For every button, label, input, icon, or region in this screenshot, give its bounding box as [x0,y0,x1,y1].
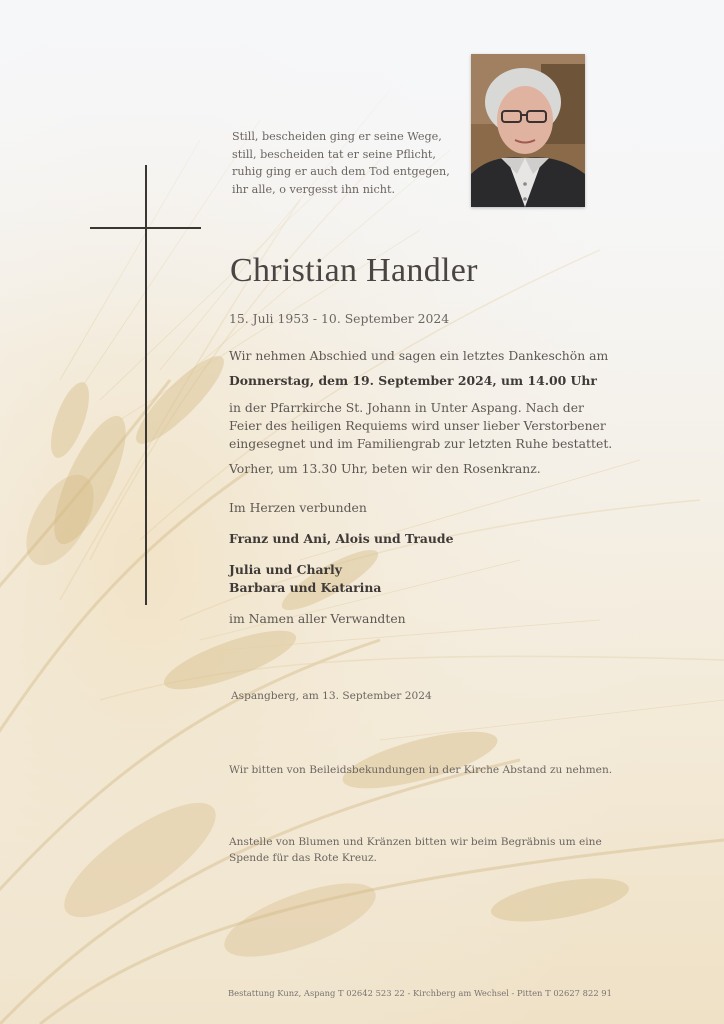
portrait-photo [471,54,585,207]
mourners-group-1: Franz und Ani, Alois und Traude [229,531,454,546]
cross-vertical-bar [145,165,147,605]
mourners-group-2-line: Julia und Charly [229,562,342,577]
cross-horizontal-bar [90,227,201,229]
poem-line: Still, bescheiden ging er seine Wege, [232,130,442,143]
funeral-home-footer: Bestattung Kunz, Aspang T 02642 523 22 - Kirchberg am Wechsel - Pitten T 02627 822 91 [228,988,612,998]
donation-note-line: Anstelle von Blumen und Kränzen bitten wir beim Begräbnis um eine [229,836,602,848]
condolences-note: Wir bitten von Beileidsbekundungen in der Kirche Abstand zu nehmen. [229,764,613,776]
rosary-note: Vorher, um 13.30 Uhr, beten wir den Rosenkranz. [229,461,541,476]
place-and-date: Aspangberg, am 13. September 2024 [231,690,432,702]
service-date-time: Donnerstag, dem 19. September 2024, um 14.00 Uhr [229,373,597,388]
mourners-group-2-line: Barbara und Katarina [229,580,382,595]
poem-line: still, bescheiden tat er seine Pflicht, [232,147,436,161]
donation-note-line: Spende für das Rote Kreuz. [229,852,377,864]
poem-line: ruhig ging er auch dem Tod entgegen, [232,165,450,179]
poem-line: ihr alle, o vergesst ihn nicht. [232,182,395,196]
memorial-poem [232,128,462,198]
mourners-group-2 [229,561,629,597]
service-details [229,399,629,453]
mourners-closing: im Namen aller Verwandten [229,611,406,626]
farewell-intro: Wir nehmen Abschied und sagen ein letztes Dankeschön am [229,348,609,363]
service-details-line: Feier des heiligen Requiems wird unser lieber Verstorbener [229,418,606,433]
life-dates: 15. Juli 1953 - 10. September 2024 [229,311,450,326]
deceased-name: Christian Handler [230,252,478,289]
mourners-intro: Im Herzen verbunden [229,500,367,515]
donation-note [229,834,602,866]
service-details-line: in der Pfarrkirche St. Johann in Unter Aspang. Nach der [229,400,584,415]
service-details-line: eingesegnet und im Familiengrab zur letzten Ruhe bestattet. [229,436,613,451]
